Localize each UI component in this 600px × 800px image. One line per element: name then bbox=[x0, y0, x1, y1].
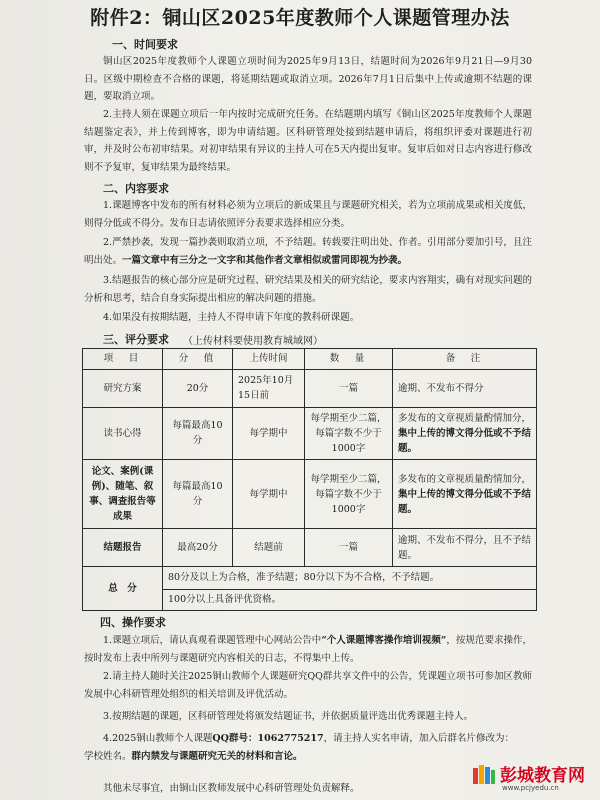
document-title: 附件2：铜山区2025年度教师个人课题管理办法 bbox=[90, 7, 510, 29]
qq-group-number: QQ群号：1062775217 bbox=[212, 733, 324, 744]
content-paragraph-1: 1.课题博客中发布的所有材料必须为立项后的新成果且与课题研究相关，若为立项前成果或相关度低，则得分低或不得分。发布日志请依照评分表要求选择相应分类。 bbox=[84, 200, 532, 229]
row-time: 2025年10月15日前 bbox=[233, 369, 305, 407]
row-qty: 每学期至少二篇，每篇字数不少于1000字 bbox=[305, 407, 393, 459]
row-note-bold: 集中上传的博文得分低或不予结题。 bbox=[398, 427, 532, 454]
scoring-table bbox=[82, 348, 537, 611]
row-score: 20分 bbox=[163, 369, 233, 407]
table-row bbox=[83, 369, 537, 407]
header-remarks: 备 注 bbox=[393, 349, 537, 370]
operation-paragraph-4-mid: ，请主持人实名申请，加入后群名片修改为：学校姓名。 bbox=[84, 733, 514, 762]
row-note: 逾期、不发布不得分 bbox=[393, 369, 537, 407]
row-time: 每学期中 bbox=[233, 407, 305, 459]
row-note-bold: 集中上传的博文得分低或不予结题。 bbox=[398, 488, 532, 515]
time-paragraph-1: 铜山区2025年度教师个人课题立项时间为2025年9月13日，结题时间为2026年9月21日—9月30日。区级中期检查不合格的课题，将延期结题或取消立项。2026年7月1日后集中上传或逾期不结题的课题，要取消立项。 bbox=[84, 56, 532, 102]
row-note: 逾期、不发布不得分，且不予结题。 bbox=[393, 529, 537, 567]
section-heading-content: 二、内容要求 bbox=[103, 182, 169, 195]
watermark-url: www.pcjyedu.cn bbox=[502, 784, 559, 792]
row-note-text: 多发布的文章视质量酌情加分， bbox=[398, 473, 532, 485]
row-time: 每学期中 bbox=[233, 460, 305, 529]
operation-paragraph-4-text: 4.2025铜山教师个人课题 bbox=[103, 733, 213, 744]
header-upload-time: 上传时间 bbox=[233, 349, 305, 370]
row-item: 读书心得 bbox=[83, 407, 163, 459]
row-score: 每篇最高10分 bbox=[163, 460, 233, 529]
operation-paragraph-1-tail: ，按规范要求操作，按时发布上表中所列与课题研究内容相关的日志，不得集中上传。 bbox=[84, 635, 532, 664]
row-score: 每篇最高10分 bbox=[163, 407, 233, 459]
table-header-row bbox=[83, 349, 537, 370]
total-rule-2: 100分以上具备评优资格。 bbox=[163, 589, 537, 610]
section-heading-time: 一、时间要求 bbox=[112, 38, 178, 51]
scoring-note: （上传材料要使用教育城域网） bbox=[183, 336, 323, 347]
books-icon bbox=[472, 762, 496, 786]
header-quantity: 数 量 bbox=[305, 349, 393, 370]
row-note bbox=[393, 407, 537, 459]
section-heading-scoring: 三、评分要求 bbox=[103, 333, 169, 346]
content-paragraph-2 bbox=[84, 234, 532, 269]
content-paragraph-3: 3.结题报告的核心部分应是研究过程、研究结果及相关的研究结论，要求内容翔实，确有对现实问题的分析和思考，结合自身实际提出相应的解决问题的措施。 bbox=[84, 275, 532, 304]
group-rule: 群内禁发与课题研究无关的材料和言论。 bbox=[131, 750, 303, 762]
total-label: 总 分 bbox=[83, 566, 163, 610]
row-time: 结题前 bbox=[233, 529, 305, 567]
operation-paragraph-1 bbox=[84, 632, 532, 667]
plagiarism-rule: 一篇文章中有三分之一文字和其他作者文章相似或雷同即视为抄袭。 bbox=[122, 254, 408, 266]
table-row bbox=[83, 407, 537, 459]
row-item: 结题报告 bbox=[83, 529, 163, 567]
row-score: 最高20分 bbox=[163, 529, 233, 567]
operation-paragraph-3: 3.按期结题的课题，区科研管理处将颁发结题证书，并依据质量评选出优秀课题主持人。 bbox=[103, 711, 474, 722]
row-qty: 一篇 bbox=[305, 369, 393, 407]
row-qty: 一篇 bbox=[305, 529, 393, 567]
time-paragraph-2: 2.主持人须在课题立项后一年内按时完成研究任务。在结题期内填写《铜山区2025年度教师个人课题结题鉴定表》，并上传到博客，即为申请结题。区科研管理处接到结题申请后，将组织评委对课题进行初审，并及时公布初审结果。对初审结果有异议的主持人可在5天内提出复审。复审后如对日志内容进行修改则不予复审，复审结果为最终结果。 bbox=[84, 109, 532, 173]
table-row bbox=[83, 529, 537, 567]
content-paragraph-2-text: 2.严禁抄袭，发现一篇抄袭则取消立项，不予结题。转载要注明出处、作者。引用部分要加引号，且注明出处。 bbox=[84, 237, 532, 266]
watermark-name: 彭城教育网 bbox=[500, 766, 585, 786]
row-qty: 每学期至少二篇，每篇字数不少于1000字 bbox=[305, 460, 393, 529]
training-video-name: “个人课题博客操作培训视频” bbox=[321, 635, 447, 646]
operation-paragraph-4 bbox=[84, 730, 514, 765]
operation-paragraph-2: 2.请主持人随时关注2025铜山教师个人课题研究QQ群共享文件中的公告，凭课题立项书可参加区教师发展中心科研管理处组织的相关培训及评优活动。 bbox=[84, 671, 532, 700]
content-paragraph-4: 4.如果没有按期结题，主持人不得申请下年度的教科研课题。 bbox=[103, 312, 360, 323]
total-rule-1: 80分及以上为合格，准予结题；80分以下为不合格，不予结题。 bbox=[163, 566, 537, 589]
table-row bbox=[83, 460, 537, 529]
site-watermark bbox=[470, 760, 594, 796]
row-item: 论文、案例(课例)、随笔、叙事、调查报告等成果 bbox=[83, 460, 163, 529]
row-note-text: 多发布的文章视质量酌情加分， bbox=[398, 412, 532, 424]
total-row bbox=[83, 566, 537, 589]
header-score: 分 值 bbox=[163, 349, 233, 370]
header-item: 项 目 bbox=[83, 349, 163, 370]
row-item: 研究方案 bbox=[83, 369, 163, 407]
section-heading-operation: 四、操作要求 bbox=[100, 616, 166, 629]
operation-paragraph-1-text: 1.课题立项后，请认真观看课题管理中心网站公告中 bbox=[103, 635, 322, 646]
closing-paragraph: 其他未尽事宜，由铜山区教师发展中心科研管理处负责解释。 bbox=[103, 783, 360, 794]
row-note bbox=[393, 460, 537, 529]
